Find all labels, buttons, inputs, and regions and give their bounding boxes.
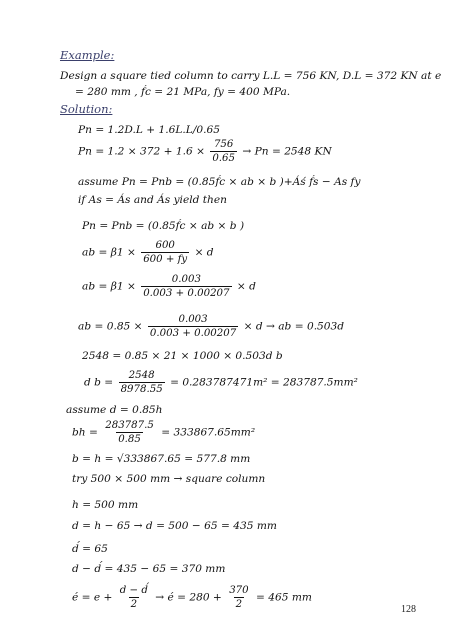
example-heading: Example: [60, 48, 115, 62]
eq-d-minus-d-prime: d − d́ = 435 − 65 = 370 mm [72, 563, 226, 575]
eq-try-section: try 500 × 500 mm → square column [72, 473, 266, 485]
eq-bh-value: bh = $\frac{283787.5}{0.85}$ = 333867.65mm² [72, 420, 256, 445]
problem-line-2: = 280 mm , f́c = 21 MPa, fy = 400 MPa. [75, 86, 291, 98]
fraction: $\frac{756}{0.65}$ [212, 139, 236, 164]
fraction: $\frac{0.003}{0.003 + 0.00207}$ [149, 314, 237, 339]
eq-pn-value: Pn = 1.2 × 372 + 1.6 × $\frac{756}{0.65}$ → Pn = 2548 KN [78, 139, 332, 164]
fraction: $\frac{370}{2}$ [229, 585, 249, 610]
eq-db-value: d b = $\frac{2548}{8978.55}$ = 0.283787471m² = 283787.5mm² [84, 370, 358, 395]
eq-e-prime: é = e + $\frac{d - d́}{2}$ → é = 280 + $\frac{370}{2}$ = 465 mm [72, 585, 312, 610]
eq-substitution: 2548 = 0.85 × 21 × 1000 × 0.503d b [82, 350, 283, 362]
problem-line-1: Design a square tied column to carry L.L = 756 KN, D.L = 372 KN at e [60, 70, 442, 82]
eq-pnb-reduced: Pn = Pnb = (0.85f́c × ab × b ) [82, 220, 245, 232]
eq-assume-pnb: assume Pn = Pnb = (0.85f́c × ab × b )+Áś f́s − As fy [78, 176, 361, 188]
eq-ab-strain: ab = β1 × $\frac{0.003}{0.003 + 0.00207}$ × d [82, 274, 256, 299]
eq-h-value: h = 500 mm [72, 499, 139, 511]
fraction: $\frac{d - d́}{2}$ [119, 585, 148, 610]
eq-assume-d: assume d = 0.85h [66, 404, 163, 416]
solution-heading: Solution: [60, 102, 113, 116]
eq-b-equals-h: b = h = √333867.65 = 577.8 mm [72, 453, 251, 465]
fraction: $\frac{283787.5}{0.85}$ [105, 420, 154, 445]
fraction: $\frac{2548}{8978.55}$ [120, 370, 163, 395]
page-number: 128 [401, 604, 416, 615]
fraction: $\frac{0.003}{0.003 + 0.00207}$ [143, 274, 230, 299]
eq-condition: if As = Ás and Ás yield then [78, 194, 227, 206]
eq-d-prime: d́ = 65 [72, 543, 108, 555]
eq-pn-definition: Pn = 1.2D.L + 1.6L.L/0.65 [78, 124, 220, 136]
eq-ab-value: ab = 0.85 × $\frac{0.003}{0.003 + 0.00207}$ × d → ab = 0.503d [78, 314, 345, 339]
eq-ab-formula: ab = β1 × $\frac{600}{600 + fy}$ × d [82, 240, 214, 265]
eq-d-value: d = h − 65 → d = 500 − 65 = 435 mm [72, 520, 277, 532]
fraction: $\frac{600}{600 + fy}$ [143, 240, 188, 265]
